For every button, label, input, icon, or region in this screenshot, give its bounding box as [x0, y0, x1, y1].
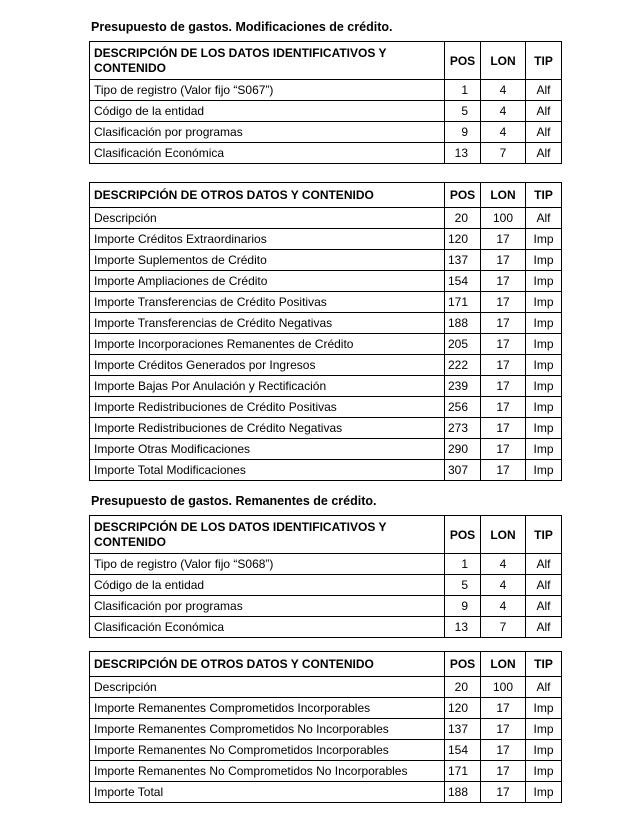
cell-descripcion: Importe Remanentes Comprometidos Incorporables [90, 698, 445, 719]
table-row [90, 761, 562, 782]
cell-descripcion: Importe Total [90, 782, 445, 803]
header-lon: LON [481, 652, 526, 677]
cell-tip: Imp [526, 313, 562, 334]
cell-tip: Imp [526, 334, 562, 355]
cell-pos: 273 [445, 418, 481, 439]
cell-descripcion: Descripción [90, 677, 445, 698]
table-row [90, 397, 562, 418]
header-pos: POS [445, 183, 481, 208]
cell-lon: 17 [481, 271, 526, 292]
cell-lon: 100 [481, 677, 526, 698]
cell-pos: 120 [445, 698, 481, 719]
cell-tip: Imp [526, 698, 562, 719]
table-row [90, 208, 562, 229]
table-row [90, 575, 562, 596]
cell-descripcion: Importe Transferencias de Crédito Negativas [90, 313, 445, 334]
table-row [90, 334, 562, 355]
table-row [90, 292, 562, 313]
cell-descripcion: Importe Redistribuciones de Crédito Positivas [90, 397, 445, 418]
table-row [90, 101, 562, 122]
header-lon: LON [481, 42, 526, 80]
header-pos: POS [445, 652, 481, 677]
cell-pos: 171 [445, 292, 481, 313]
table-row [90, 313, 562, 334]
section-title-modificaciones: Presupuesto de gastos. Modificaciones de crédito. [91, 20, 393, 34]
cell-pos: 5 [445, 575, 481, 596]
cell-lon: 17 [481, 740, 526, 761]
table-identificativos-modificaciones [89, 41, 562, 164]
cell-tip: Alf [526, 554, 562, 575]
cell-tip: Imp [526, 761, 562, 782]
cell-lon: 17 [481, 355, 526, 376]
cell-tip: Alf [526, 122, 562, 143]
cell-descripcion: Clasificación Económica [90, 617, 445, 638]
cell-descripcion: Importe Bajas Por Anulación y Rectificación [90, 376, 445, 397]
table-otros-datos-remanentes [89, 651, 562, 803]
cell-pos: 154 [445, 271, 481, 292]
cell-descripcion: Importe Remanentes No Comprometidos Incorporables [90, 740, 445, 761]
table-row [90, 740, 562, 761]
table-row [90, 122, 562, 143]
header-row [90, 183, 562, 208]
table-row [90, 617, 562, 638]
cell-tip: Alf [526, 596, 562, 617]
cell-tip: Alf [526, 677, 562, 698]
cell-pos: 137 [445, 719, 481, 740]
cell-pos: 20 [445, 208, 481, 229]
cell-lon: 17 [481, 698, 526, 719]
table-row [90, 698, 562, 719]
table-row [90, 719, 562, 740]
header-descripcion: DESCRIPCIÓN DE OTROS DATOS Y CONTENIDO [90, 652, 445, 677]
cell-pos: 20 [445, 677, 481, 698]
cell-lon: 17 [481, 460, 526, 481]
cell-lon: 7 [481, 617, 526, 638]
cell-tip: Imp [526, 292, 562, 313]
cell-lon: 17 [481, 439, 526, 460]
cell-lon: 17 [481, 229, 526, 250]
cell-pos: 188 [445, 782, 481, 803]
cell-descripcion: Importe Transferencias de Crédito Positivas [90, 292, 445, 313]
cell-tip: Imp [526, 397, 562, 418]
cell-lon: 17 [481, 334, 526, 355]
header-lon: LON [481, 183, 526, 208]
cell-tip: Alf [526, 617, 562, 638]
header-descripcion: DESCRIPCIÓN DE LOS DATOS IDENTIFICATIVOS Y CONTENIDO [90, 516, 445, 554]
cell-lon: 17 [481, 292, 526, 313]
table-row [90, 250, 562, 271]
cell-tip: Alf [526, 80, 562, 101]
cell-pos: 13 [445, 617, 481, 638]
cell-pos: 137 [445, 250, 481, 271]
cell-lon: 17 [481, 418, 526, 439]
cell-lon: 17 [481, 761, 526, 782]
table-row [90, 554, 562, 575]
header-tip: TIP [526, 652, 562, 677]
table-row [90, 376, 562, 397]
cell-lon: 17 [481, 782, 526, 803]
cell-descripcion: Importe Créditos Generados por Ingresos [90, 355, 445, 376]
cell-tip: Alf [526, 208, 562, 229]
cell-pos: 222 [445, 355, 481, 376]
cell-descripcion: Código de la entidad [90, 575, 445, 596]
cell-lon: 4 [481, 596, 526, 617]
table-otros-datos-modificaciones [89, 182, 562, 481]
cell-descripcion: Código de la entidad [90, 101, 445, 122]
cell-pos: 9 [445, 596, 481, 617]
cell-pos: 13 [445, 143, 481, 164]
table-row [90, 229, 562, 250]
table-row [90, 596, 562, 617]
cell-descripcion: Importe Remanentes Comprometidos No Incorporables [90, 719, 445, 740]
cell-tip: Imp [526, 418, 562, 439]
table-row [90, 677, 562, 698]
cell-descripcion: Importe Redistribuciones de Crédito Negativas [90, 418, 445, 439]
cell-pos: 171 [445, 761, 481, 782]
cell-descripcion: Clasificación por programas [90, 596, 445, 617]
header-descripcion: DESCRIPCIÓN DE OTROS DATOS Y CONTENIDO [90, 183, 445, 208]
cell-pos: 256 [445, 397, 481, 418]
cell-pos: 307 [445, 460, 481, 481]
table-row [90, 782, 562, 803]
cell-lon: 4 [481, 80, 526, 101]
header-lon: LON [481, 516, 526, 554]
cell-lon: 17 [481, 397, 526, 418]
cell-tip: Imp [526, 355, 562, 376]
cell-pos: 1 [445, 554, 481, 575]
cell-descripcion: Importe Incorporaciones Remanentes de Crédito [90, 334, 445, 355]
header-row [90, 516, 562, 554]
cell-pos: 239 [445, 376, 481, 397]
cell-tip: Alf [526, 101, 562, 122]
cell-tip: Alf [526, 143, 562, 164]
header-row [90, 42, 562, 80]
cell-descripcion: Descripción [90, 208, 445, 229]
cell-pos: 5 [445, 101, 481, 122]
cell-pos: 290 [445, 439, 481, 460]
header-tip: TIP [526, 516, 562, 554]
table-row [90, 418, 562, 439]
cell-tip: Imp [526, 271, 562, 292]
cell-lon: 17 [481, 719, 526, 740]
cell-pos: 120 [445, 229, 481, 250]
cell-pos: 154 [445, 740, 481, 761]
header-pos: POS [445, 516, 481, 554]
cell-tip: Imp [526, 740, 562, 761]
table-row [90, 271, 562, 292]
cell-descripcion: Importe Ampliaciones de Crédito [90, 271, 445, 292]
cell-descripcion: Tipo de registro (Valor fijo “S067”) [90, 80, 445, 101]
cell-lon: 17 [481, 376, 526, 397]
cell-lon: 4 [481, 122, 526, 143]
cell-tip: Imp [526, 376, 562, 397]
cell-lon: 7 [481, 143, 526, 164]
cell-descripcion: Tipo de registro (Valor fijo “S068”) [90, 554, 445, 575]
cell-lon: 4 [481, 575, 526, 596]
cell-lon: 100 [481, 208, 526, 229]
cell-descripcion: Importe Remanentes No Comprometidos No Incorporables [90, 761, 445, 782]
cell-descripcion: Importe Total Modificaciones [90, 460, 445, 481]
cell-descripcion: Importe Créditos Extraordinarios [90, 229, 445, 250]
cell-tip: Imp [526, 250, 562, 271]
section-title-remanentes: Presupuesto de gastos. Remanentes de crédito. [91, 494, 377, 508]
cell-tip: Imp [526, 782, 562, 803]
table-row [90, 460, 562, 481]
cell-lon: 17 [481, 250, 526, 271]
cell-descripcion: Clasificación Económica [90, 143, 445, 164]
table-row [90, 439, 562, 460]
cell-descripcion: Importe Suplementos de Crédito [90, 250, 445, 271]
cell-lon: 17 [481, 313, 526, 334]
cell-pos: 1 [445, 80, 481, 101]
cell-tip: Imp [526, 460, 562, 481]
header-tip: TIP [526, 183, 562, 208]
cell-tip: Imp [526, 229, 562, 250]
table-row [90, 80, 562, 101]
cell-tip: Imp [526, 719, 562, 740]
cell-tip: Imp [526, 439, 562, 460]
cell-pos: 188 [445, 313, 481, 334]
cell-descripcion: Clasificación por programas [90, 122, 445, 143]
table-row [90, 355, 562, 376]
cell-tip: Alf [526, 575, 562, 596]
header-row [90, 652, 562, 677]
table-row [90, 143, 562, 164]
cell-pos: 9 [445, 122, 481, 143]
table-identificativos-remanentes [89, 515, 562, 638]
cell-pos: 205 [445, 334, 481, 355]
cell-lon: 4 [481, 554, 526, 575]
header-pos: POS [445, 42, 481, 80]
cell-lon: 4 [481, 101, 526, 122]
header-descripcion: DESCRIPCIÓN DE LOS DATOS IDENTIFICATIVOS Y CONTENIDO [90, 42, 445, 80]
cell-descripcion: Importe Otras Modificaciones [90, 439, 445, 460]
header-tip: TIP [526, 42, 562, 80]
